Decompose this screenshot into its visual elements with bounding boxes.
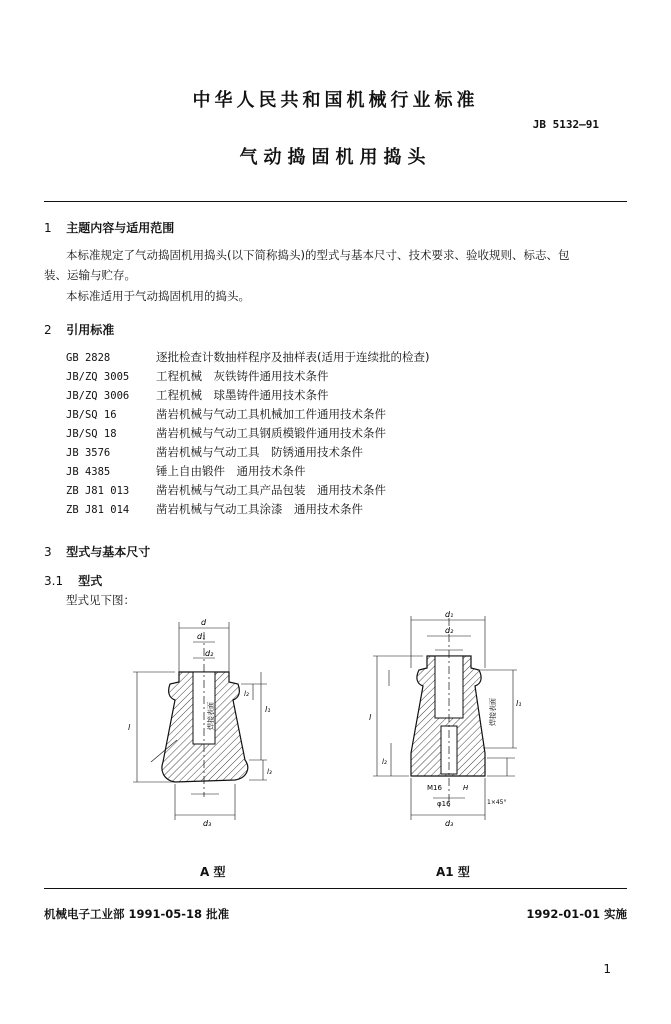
dim-a1-d1: d₁	[445, 610, 454, 619]
type-a1-weld-label: 焊接表面	[489, 698, 497, 726]
section1-number: 1	[44, 221, 52, 235]
standard-number: JB 5132—91	[532, 118, 599, 131]
dim-a1-d3: d₃	[445, 819, 454, 828]
dim-d1: d₁	[197, 632, 206, 641]
type-a1-chamfer-label: 1×45°	[487, 799, 507, 806]
reference-row: JB/SQ 16 凿岩机械与气动工具机械加工件通用技术条件	[66, 407, 386, 421]
reference-list	[66, 348, 429, 519]
figure-type-a1	[365, 608, 530, 833]
section1-para2: 本标准适用于气动捣固机用的捣头。	[66, 289, 250, 303]
section1-para1-line2: 装、运输与贮存。	[44, 268, 136, 282]
section3-heading	[44, 543, 150, 560]
dim-a1-l1: l₁	[516, 699, 522, 708]
reference-row: JB 3576 凿岩机械与气动工具 防锈通用技术条件	[66, 445, 363, 459]
footer-rule	[44, 888, 627, 889]
section3-1-heading-text: 型式	[78, 574, 103, 588]
reference-row: JB/ZQ 3005 工程机械 灰铁铸件通用技术条件	[66, 369, 329, 383]
caption-type-a1: A1 型	[436, 865, 470, 879]
section2-heading	[44, 321, 114, 338]
standard-body-title: 中华人民共和国机械行业标准	[192, 90, 479, 111]
dim-a1-h: H	[463, 784, 469, 792]
reference-row: ZB J81 014 凿岩机械与气动工具涂漆 通用技术条件	[66, 502, 363, 516]
section3-1-number: 3.1	[44, 574, 64, 588]
figure-type-a	[115, 612, 290, 857]
dim-l3: l₃	[267, 768, 272, 776]
dim-l: l	[128, 723, 131, 732]
dim-a1-d2: d₂	[445, 626, 454, 635]
type-a1-dia-label: φ16	[437, 800, 451, 808]
section1-heading-text: 主题内容与适用范围	[66, 221, 175, 235]
section1-para1-line1: 本标准规定了气动捣固机用捣头(以下简称捣头)的型式与基本尺寸、技术要求、验收规则、标志、包	[66, 248, 570, 262]
section3-1-heading	[44, 572, 102, 589]
caption-type-a: A 型	[200, 865, 226, 879]
page-number: 1	[603, 962, 611, 976]
approval-date: 机械电子工业部 1991-05-18 批准	[44, 907, 230, 921]
effective-date: 1992-01-01 实施	[526, 907, 627, 921]
dim-d3: d₃	[203, 819, 212, 828]
dim-l2: l₂	[244, 690, 249, 698]
dim-a1-l2: l₂	[382, 758, 387, 766]
reference-row: JB/ZQ 3006 工程机械 球墨铸件通用技术条件	[66, 388, 329, 402]
header-rule	[44, 201, 627, 202]
section2-number: 2	[44, 323, 52, 337]
dim-d2: d₂	[205, 649, 214, 658]
dim-d: d	[201, 618, 207, 627]
document-title: 气动捣固机用捣头	[239, 147, 432, 168]
reference-row: GB 2828 逐批检查计数抽样程序及抽样表(适用于连续批的检查)	[66, 350, 430, 364]
reference-row: JB/SQ 18 凿岩机械与气动工具钢质模锻件通用技术条件	[66, 426, 386, 440]
reference-row: ZB J81 013 凿岩机械与气动工具产品包装 通用技术条件	[66, 483, 386, 497]
reference-row: JB 4385 锤上自由锻件 通用技术条件	[66, 464, 306, 478]
dim-l1: l₁	[265, 705, 271, 714]
section1-heading	[44, 219, 174, 236]
dim-a1-l: l	[369, 713, 372, 722]
section2-heading-text: 引用标准	[66, 323, 115, 337]
type-a-weld-label: 焊接表面	[207, 702, 215, 730]
type-a1-thread-label: M16	[427, 784, 442, 792]
section3-number: 3	[44, 545, 52, 559]
section3-1-text: 型式见下图：	[66, 593, 135, 607]
section3-heading-text: 型式与基本尺寸	[66, 545, 151, 559]
